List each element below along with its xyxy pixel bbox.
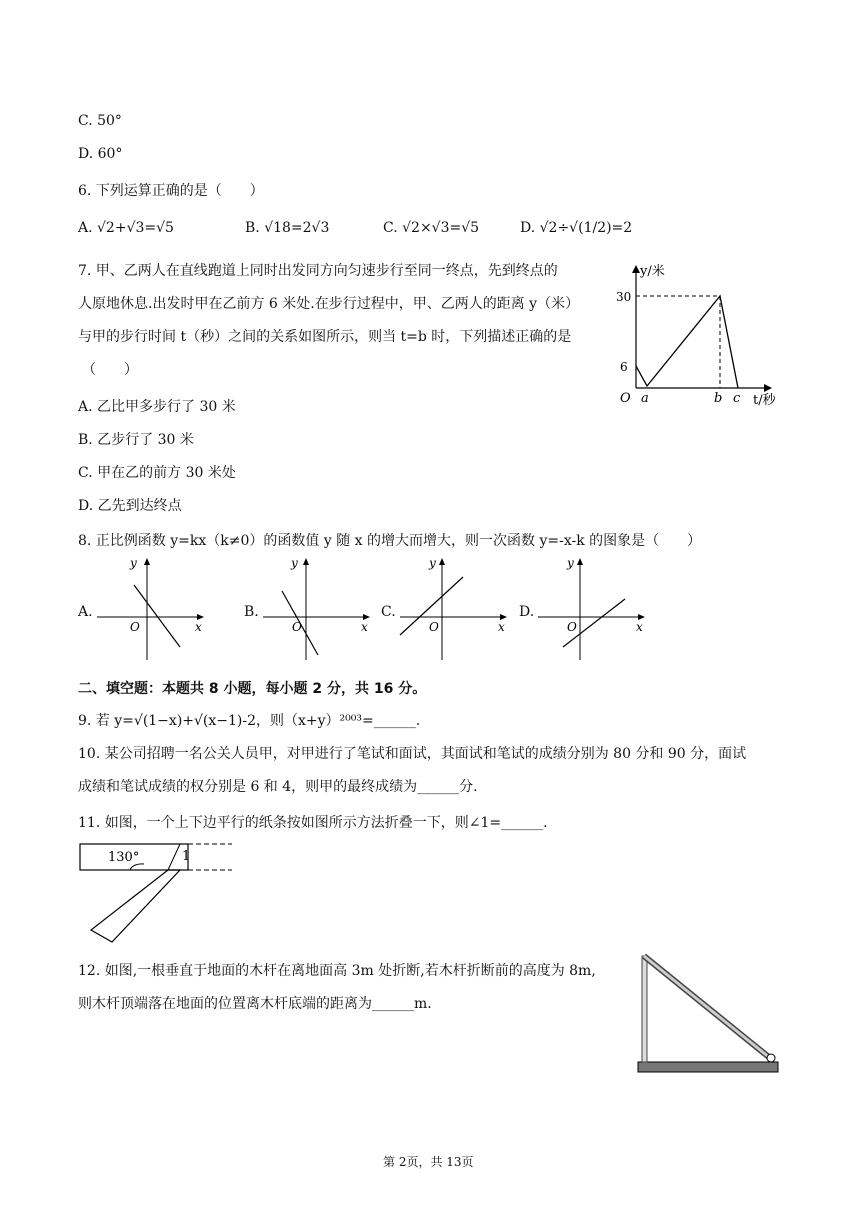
fig11-angle-130: 130° [108, 850, 140, 865]
question-10-line1: 10. 某公司招聘一名公关人员甲，对甲进行了笔试和面试，其面试和笔试的成绩分别为 80 分和 90 分，面试 [78, 746, 747, 762]
svg-text:y: y [291, 556, 298, 570]
option-a-q7: A. 乙比甲多步行了 30 米 [78, 399, 236, 415]
graph-d-q8 [533, 555, 653, 665]
svg-text:x: x [195, 620, 202, 634]
question-9: 9. 若 y=√(1−x)+√(x−1)-2，则（x+y）²⁰⁰³=______. [78, 713, 421, 729]
graph-b-q8 [258, 555, 378, 665]
question-7-line2: 人原地休息.出发时甲在乙前方 6 米处.在步行过程中，甲、乙两人的距离 y（米） [78, 296, 580, 312]
question-11: 11. 如图，一个上下边平行的纸条按如图所示方法折叠一下，则∠1=______. [78, 815, 548, 831]
svg-text:O: O [292, 620, 302, 634]
graph-c-q8 [395, 555, 515, 665]
svg-text:x: x [361, 620, 368, 634]
fig11-angle-1: 1 [182, 849, 191, 864]
broken-pole-figure [634, 950, 784, 1080]
option-a-q6: A. √2+√3=√5 [78, 220, 174, 236]
option-d-q8: D. [519, 604, 535, 620]
svg-text:y: y [130, 556, 137, 570]
section-2-heading: 二、填空题：本题共 8 小题，每小题 2 分，共 16 分。 [78, 681, 427, 697]
option-d-q7: D. 乙先到达终点 [78, 498, 182, 514]
graph7-tick-c: c [733, 391, 741, 406]
page-footer: 第 2页，共 13页 [383, 1155, 474, 1169]
distance-time-graph [610, 258, 785, 408]
svg-text:O: O [429, 620, 439, 634]
question-6: 6. 下列运算正确的是（ ） [78, 183, 264, 199]
question-10-line2: 成绩和笔试成绩的权分别是 6 和 4，则甲的最终成绩为______分. [78, 779, 478, 795]
svg-text:O: O [130, 620, 140, 634]
question-12-line1: 12. 如图,一根垂直于地面的木杆在离地面高 3m 处折断,若木杆折断前的高度为 8m, [78, 963, 596, 979]
graph7-tick-6: 6 [620, 360, 628, 374]
graph7-origin: O [620, 391, 631, 406]
folded-strip-figure [72, 838, 242, 948]
option-c-q5: C. 50° [78, 113, 122, 129]
graph7-tick-b: b [714, 391, 723, 406]
question-7-line4: （ ） [82, 362, 138, 378]
option-c-q7: C. 甲在乙的前方 30 米处 [78, 465, 236, 481]
option-a-q8: A. [78, 604, 93, 620]
graph-a-q8 [92, 555, 212, 665]
option-d-q6: D. √2÷√(1/2)=2 [520, 220, 633, 236]
question-8: 8. 正比例函数 y=kx（k≠0）的函数值 y 随 x 的增大而增大，则一次函数 y=-x-k 的图象是（ ） [78, 533, 702, 549]
graph7-y-label: y/米 [640, 264, 665, 279]
question-12-line2: 则木杆顶端落在地面的位置离木杆底端的距离为______m. [78, 996, 432, 1012]
graph7-tick-a: a [641, 391, 649, 406]
question-7-line1: 7. 甲、乙两人在直线跑道上同时出发同方向匀速步行至同一终点，先到终点的 [78, 263, 558, 279]
option-b-q7: B. 乙步行了 30 米 [78, 432, 194, 448]
svg-text:O: O [567, 620, 577, 634]
option-c-q6: C. √2×√3=√5 [383, 220, 480, 236]
svg-text:y: y [429, 556, 436, 570]
option-c-q8: C. [381, 604, 396, 620]
graph7-tick-30: 30 [616, 290, 632, 304]
graph7-x-label: t/秒 [753, 393, 776, 408]
svg-text:y: y [567, 556, 574, 570]
option-d-q5: D. 60° [78, 146, 123, 162]
svg-text:x: x [498, 620, 505, 634]
option-b-q8: B. [244, 604, 259, 620]
option-b-q6: B. √18=2√3 [245, 220, 330, 236]
svg-text:x: x [636, 620, 643, 634]
question-7-line3: 与甲的步行时间 t（秒）之间的关系如图所示，则当 t=b 时，下列描述正确的是 [78, 329, 572, 345]
